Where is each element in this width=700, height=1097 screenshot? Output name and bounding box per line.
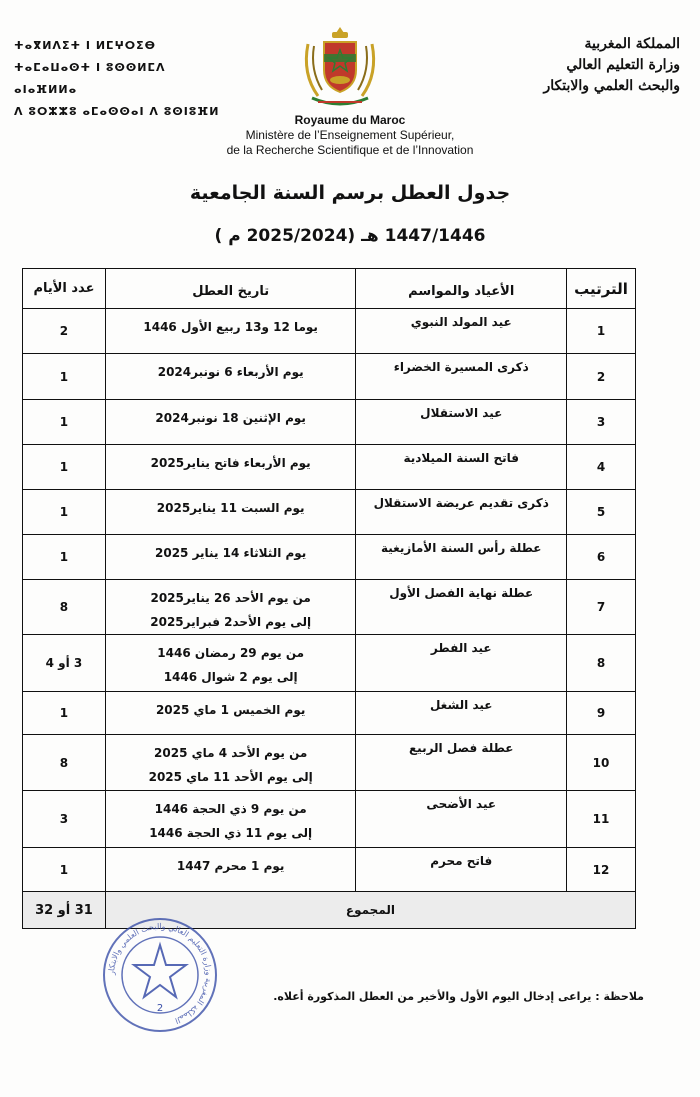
holiday-name: فاتح السنة الميلادية — [356, 445, 567, 490]
note-text: يراعى إدخال اليوم الأول والأخير من العطل المذكورة أعلاه. — [273, 990, 592, 1003]
tifinagh-line-2: ⵜⴰⵎⴰⵡⴰⵙⵜ ⵏ ⵓⵙⵙⵍⵎⴷ ⴰⵏⴰⴼⵍⵍⴰ — [14, 61, 166, 96]
holiday-date — [105, 445, 356, 490]
holiday-days: 1 — [23, 354, 106, 400]
tifinagh-line-3: ⴷ ⵓⵔⵣⵣⵓ ⴰⵎⴰⵙⵙⴰⵏ ⴷ ⵓⵙⵏⵓⴼⵍ — [14, 105, 220, 118]
holiday-date-line-2: إلى يوم 11 ذي الحجة 1446 — [149, 826, 313, 840]
document-subtitle: 1447/1446 هـ (2025/2024 م ) — [214, 226, 486, 246]
arabic-line-2: وزارة التعليم العالي — [566, 57, 680, 73]
total-label: المجموع — [105, 892, 635, 929]
holiday-date-line-1: من يوم الأحد 4 ماي 2025 — [154, 746, 308, 760]
holiday-days: 1 — [23, 490, 106, 535]
holiday-date-line-1: يوم الأربعاء فاتح يناير2025 — [150, 456, 311, 470]
holiday-days: 2 — [23, 309, 106, 354]
table-row — [23, 692, 636, 735]
holiday-name: عطلة رأس السنة الأمازيغية — [356, 535, 567, 580]
table-row — [23, 400, 636, 445]
holiday-date-line-1: من يوم الأحد 26 يناير2025 — [150, 591, 311, 605]
holiday-date — [105, 735, 356, 791]
table-row — [23, 848, 636, 892]
holiday-name: عيد الأضحى — [356, 791, 567, 848]
holiday-date-line-1: يوم الإثنين 18 نونبر2024 — [155, 411, 306, 425]
seal-number: 2 — [156, 1003, 164, 1014]
holiday-days: 3 — [23, 791, 106, 848]
kingdom-name: Royaume du Maroc — [294, 113, 406, 127]
row-number: 6 — [567, 535, 636, 580]
table-row — [23, 635, 636, 692]
holiday-name: عيد الشغل — [356, 692, 567, 735]
holiday-date — [105, 580, 356, 635]
holiday-days: 1 — [23, 445, 106, 490]
holiday-date — [105, 354, 356, 400]
holiday-days: 3 أو 4 — [23, 635, 106, 692]
holiday-date-line-1: يوم الخميس 1 ماي 2025 — [155, 703, 306, 717]
table-header-row — [23, 269, 636, 309]
holiday-date-line-1: يوما 12 و13 ربيع الأول 1446 — [143, 320, 318, 334]
arabic-line-1: المملكة المغربية — [584, 36, 680, 52]
ministry-line-1: Ministère de l’Enseignement Supérieur, — [245, 128, 455, 142]
row-number: 2 — [567, 354, 636, 400]
official-seal-stamp — [100, 915, 220, 1035]
holiday-name: عطلة فصل الربيع — [356, 735, 567, 791]
row-number: 7 — [567, 580, 636, 635]
holiday-days: 8 — [23, 580, 106, 635]
row-number: 3 — [567, 400, 636, 445]
holiday-date-line-2: إلى يوم 2 شوال 1446 — [163, 670, 298, 684]
holiday-date-line-1: يوم الثلاثاء 14 يناير 2025 — [155, 546, 307, 560]
holiday-date-line-1: يوم السبت 11 يناير2025 — [156, 501, 305, 515]
holiday-date — [105, 535, 356, 580]
header-holiday: الأعياد والمواسم — [356, 269, 567, 309]
holiday-days: 8 — [23, 735, 106, 791]
holiday-date-line-2: إلى يوم الأحد2 فبراير2025 — [150, 615, 312, 629]
header-rank: الترتيب — [567, 269, 636, 309]
holiday-days: 1 — [23, 535, 106, 580]
row-number: 9 — [567, 692, 636, 735]
holiday-name: فاتح محرم — [356, 848, 567, 892]
arabic-header — [460, 34, 680, 97]
holiday-name: عطلة نهاية الفصل الأول — [356, 580, 567, 635]
holiday-days: 1 — [23, 400, 106, 445]
ministry-line-2: de la Recherche Scientifique et de l’Innovation — [226, 143, 474, 157]
table-row — [23, 580, 636, 635]
total-value: 31 أو 32 — [23, 892, 106, 929]
holiday-date — [105, 692, 356, 735]
holiday-name: عيد الاستقلال — [356, 400, 567, 445]
row-number: 1 — [567, 309, 636, 354]
footnote — [273, 990, 644, 1003]
table-row — [23, 791, 636, 848]
holidays-table — [22, 268, 636, 929]
table-row — [23, 490, 636, 535]
table-row — [23, 309, 636, 354]
holiday-date-line-1: من يوم 9 ذي الحجة 1446 — [154, 802, 307, 816]
holiday-date-line-2: إلى يوم الأحد 11 ماي 2025 — [148, 770, 313, 784]
holiday-name: ذكرى تقديم عريضة الاستقلال — [356, 490, 567, 535]
holiday-date — [105, 635, 356, 692]
table-row — [23, 535, 636, 580]
row-number: 5 — [567, 490, 636, 535]
row-number: 4 — [567, 445, 636, 490]
row-number: 10 — [567, 735, 636, 791]
holiday-date — [105, 791, 356, 848]
coat-of-arms-emblem — [300, 24, 380, 110]
holiday-name: عيد الفطر — [356, 635, 567, 692]
header-date: تاريخ العطل — [105, 269, 356, 309]
holiday-date — [105, 490, 356, 535]
holiday-name: ذكرى المسيرة الخضراء — [356, 354, 567, 400]
tifinagh-header — [14, 35, 224, 123]
holiday-date-line-1: من يوم 29 رمضان 1446 — [157, 646, 305, 660]
tifinagh-line-1: ⵜⴰⴳⵍⴷⵉⵜ ⵏ ⵍⵎⵖⵔⵉⴱ — [14, 39, 157, 52]
holiday-days: 1 — [23, 692, 106, 735]
table-row — [23, 735, 636, 791]
row-number: 11 — [567, 791, 636, 848]
seal-ring-text: المملكة المغربية وزارة التعليم العالي والبحث العلمي والابتكار — [106, 921, 214, 1026]
holiday-date-line-1: يوم الأربعاء 6 نونبر2024 — [157, 365, 304, 379]
note-label: ملاحظة : — [595, 990, 644, 1003]
table-row — [23, 445, 636, 490]
table-row — [23, 354, 636, 400]
document-title: جدول العطل برسم السنة الجامعية — [189, 182, 511, 204]
holiday-date-line-1: يوم 1 محرم 1447 — [176, 859, 285, 873]
arabic-line-3: والبحث العلمي والابتكار — [543, 78, 680, 94]
row-number: 12 — [567, 848, 636, 892]
holiday-date — [105, 400, 356, 445]
header-days: عدد الأيام — [23, 269, 106, 309]
holiday-date — [105, 848, 356, 892]
holiday-name: عيد المولد النبوي — [356, 309, 567, 354]
french-header — [150, 112, 550, 158]
holiday-date — [105, 309, 356, 354]
row-number: 8 — [567, 635, 636, 692]
holiday-days: 1 — [23, 848, 106, 892]
